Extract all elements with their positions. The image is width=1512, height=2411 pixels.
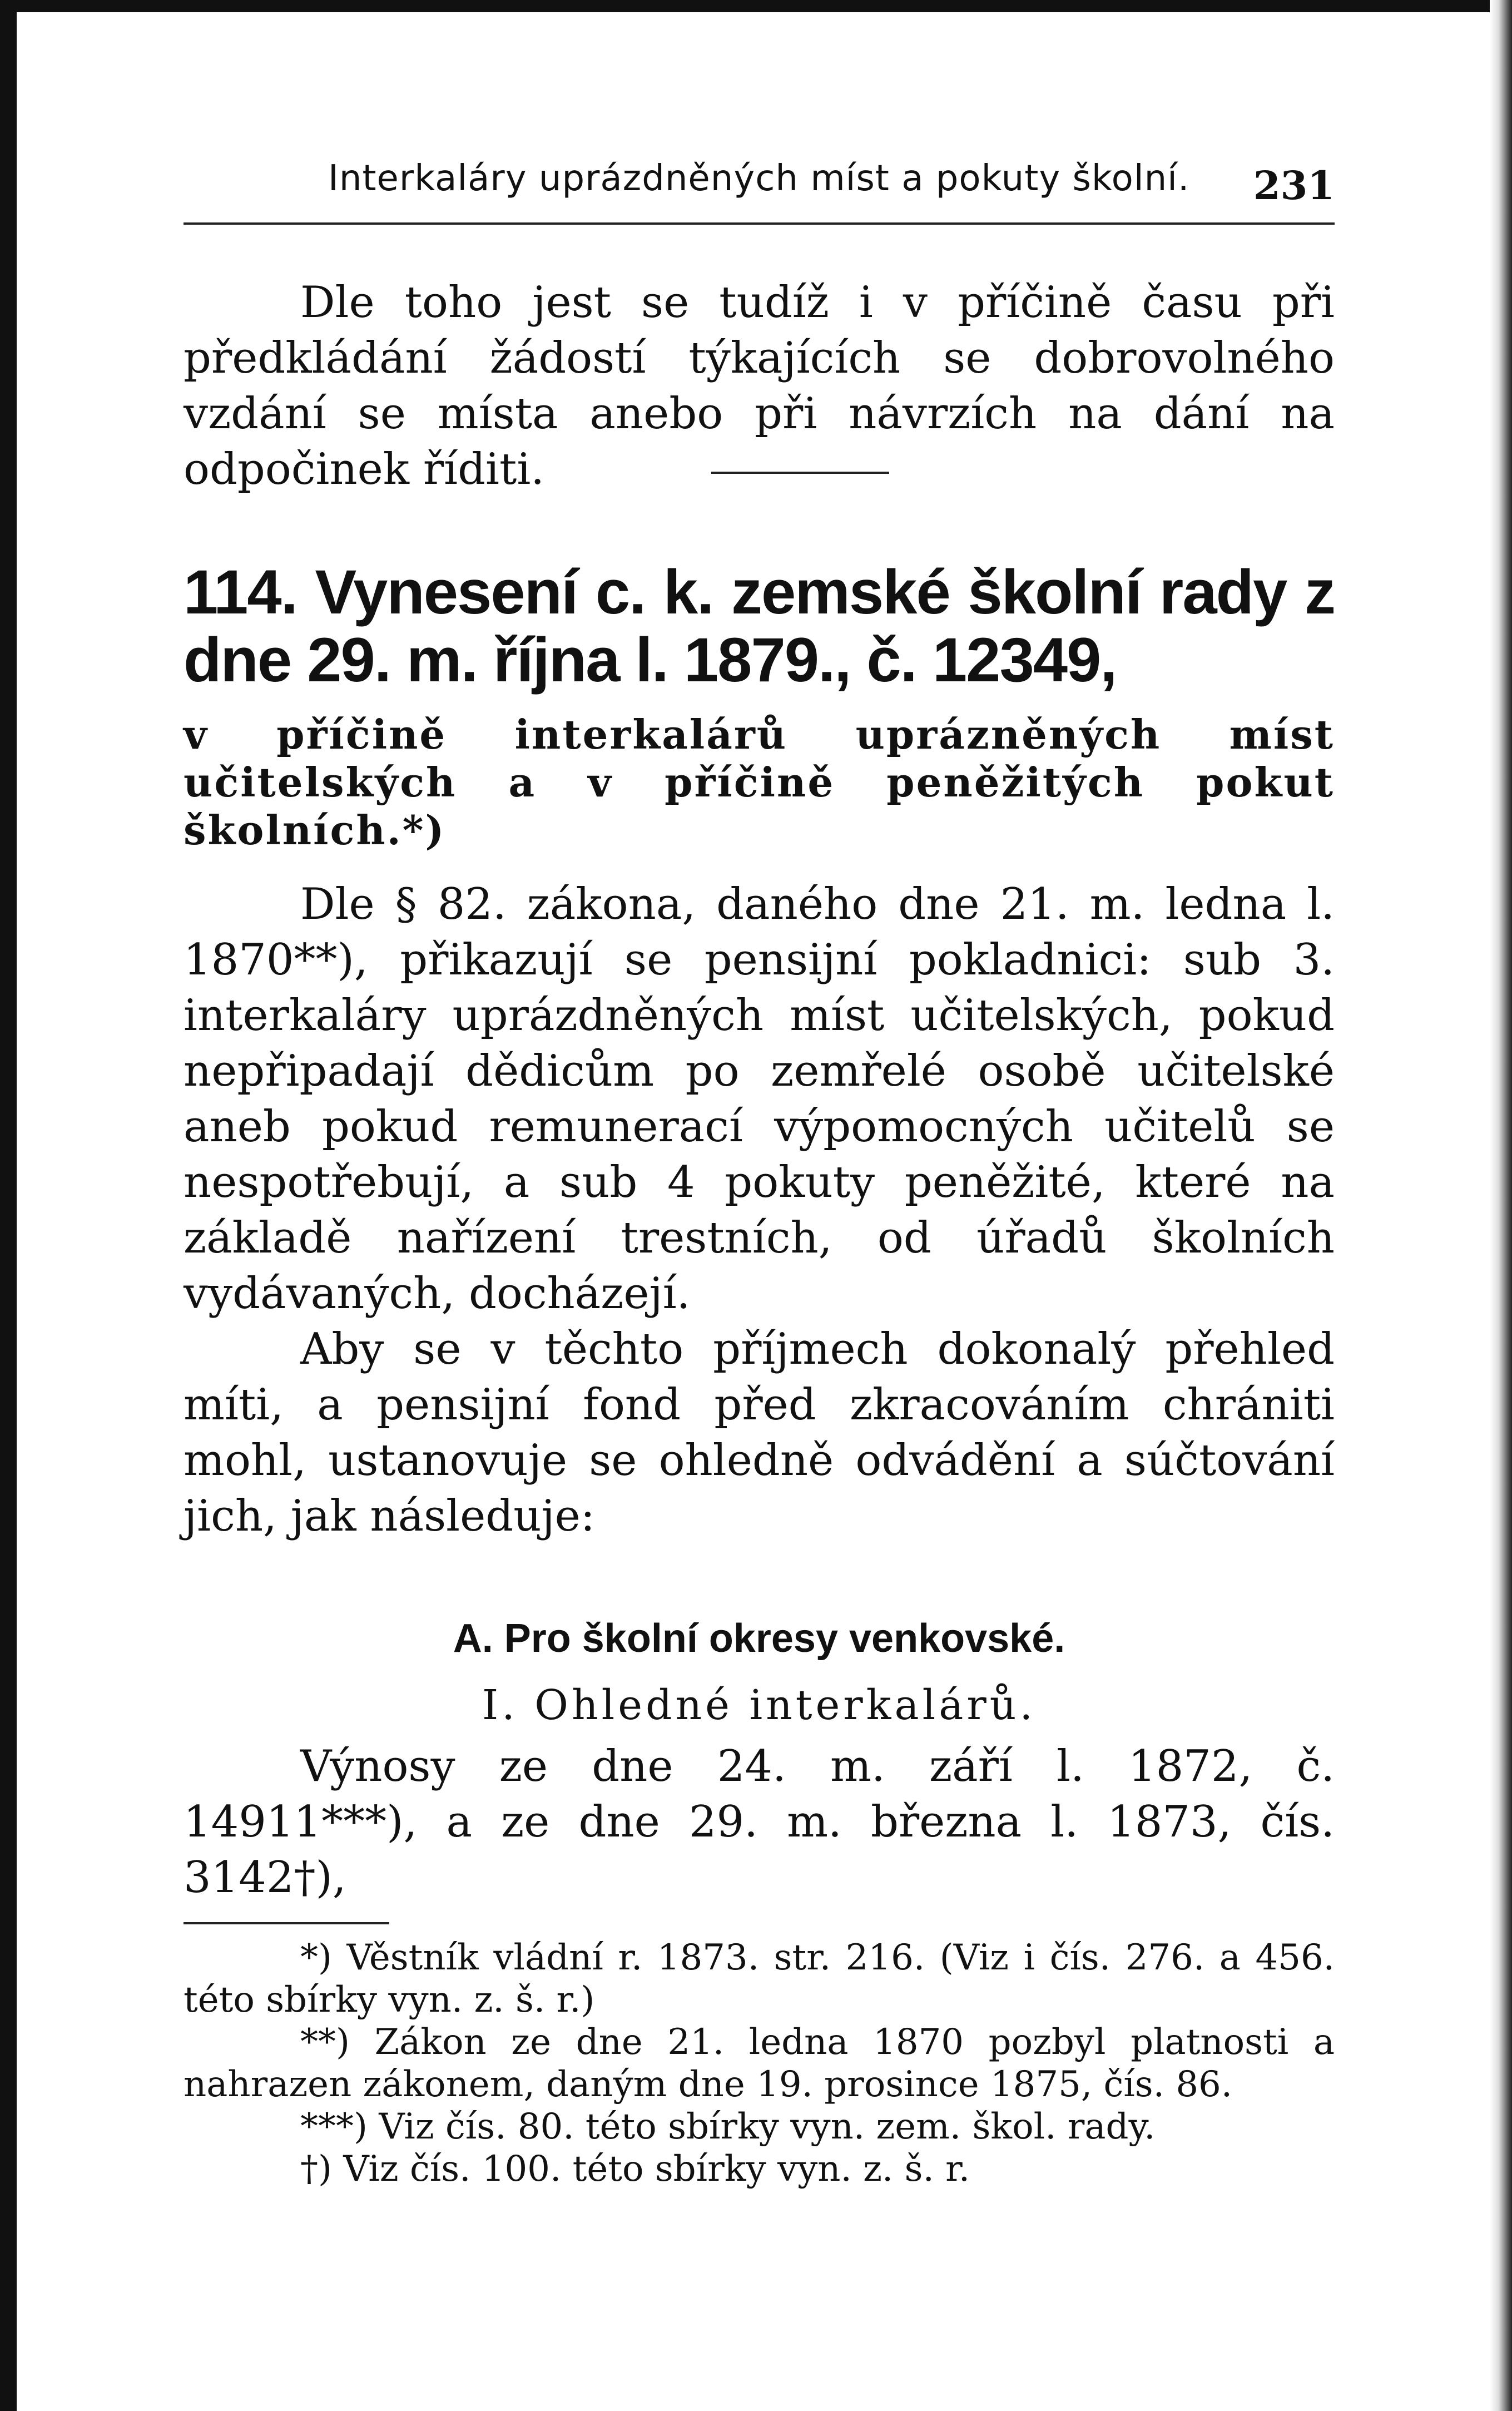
document-subheading: v příčině interkalárů uprázněných míst učitelských a v příčině peněžitých pokut školních.*) [184, 711, 1335, 854]
running-head [184, 150, 1335, 225]
footnote-rule [184, 1922, 389, 1924]
section-heading-i: I. Ohledné interkalárů. [482, 1681, 1036, 1729]
running-head-title: Interkaláry uprázdněných míst a pokuty školní. [328, 158, 1190, 199]
paragraph-end-rule [711, 472, 889, 474]
scan-edge-right [1490, 0, 1512, 2411]
scan-edge-left [0, 0, 17, 2411]
footnote-1: *) Věstník vládní r. 1873. str. 216. (Viz i čís. 276. a 456. této sbírky vyn. z. š. r.) [184, 1937, 1335, 2021]
intro-paragraph [184, 275, 1335, 497]
page-number: 231 [1253, 162, 1335, 209]
scan-edge-top [0, 0, 1512, 12]
footnote-3: ***) Viz čís. 80. této sbírky vyn. zem. škol. rady. [300, 2106, 1156, 2147]
body-paragraph-2: Aby se v těchto příjmech dokonalý přehled míti, a pensijní fond před zkracováním chrániti mohl, ustanovuje se ohledně odvádění a súčtování jich, jak následuje: [184, 1324, 1335, 1541]
page [184, 150, 1335, 2190]
document-heading: 114. Vynesení c. k. zemské školní rady z dne 29. m. října l. 1879., č. 12349, [184, 557, 1335, 695]
closing-paragraph: Výnosy ze dne 24. m. září l. 1872, č. 14911***), a ze dne 29. m. března l. 1873, čís. 3142†), [184, 1741, 1335, 1903]
section-heading-a: A. Pro školní okresy venkovské. [453, 1616, 1065, 1661]
intro-paragraph-text: Dle toho jest se tudíž i v příčině času při předkládání žádostí týkajících se dobrovolného vzdání se místa anebo při návrzích na dání na odpočinek říditi. [184, 278, 1335, 494]
footnote-4: †) Viz čís. 100. této sbírky vyn. z. š. r. [300, 2148, 970, 2190]
footnote-2: **) Zákon ze dne 21. ledna 1870 pozbyl platnosti a nahrazen zákonem, daným dne 19. prosince 1875, čís. 86. [184, 2022, 1335, 2105]
body-paragraph-1: Dle § 82. zákona, daného dne 21. m. ledna l. 1870**), přikazují se pensijní pokladnici: sub 3. interkaláry uprázdněných míst učitelských, pokud nepřipadají dědicům po zemřelé osobě učitelské aneb pokud remunerací výpomocných učitelů se nespotřebují, a sub 4 pokuty peněžité, které na základě nařízení trestních, od úřadů školních vydávaných, docházejí. [184, 879, 1335, 1319]
